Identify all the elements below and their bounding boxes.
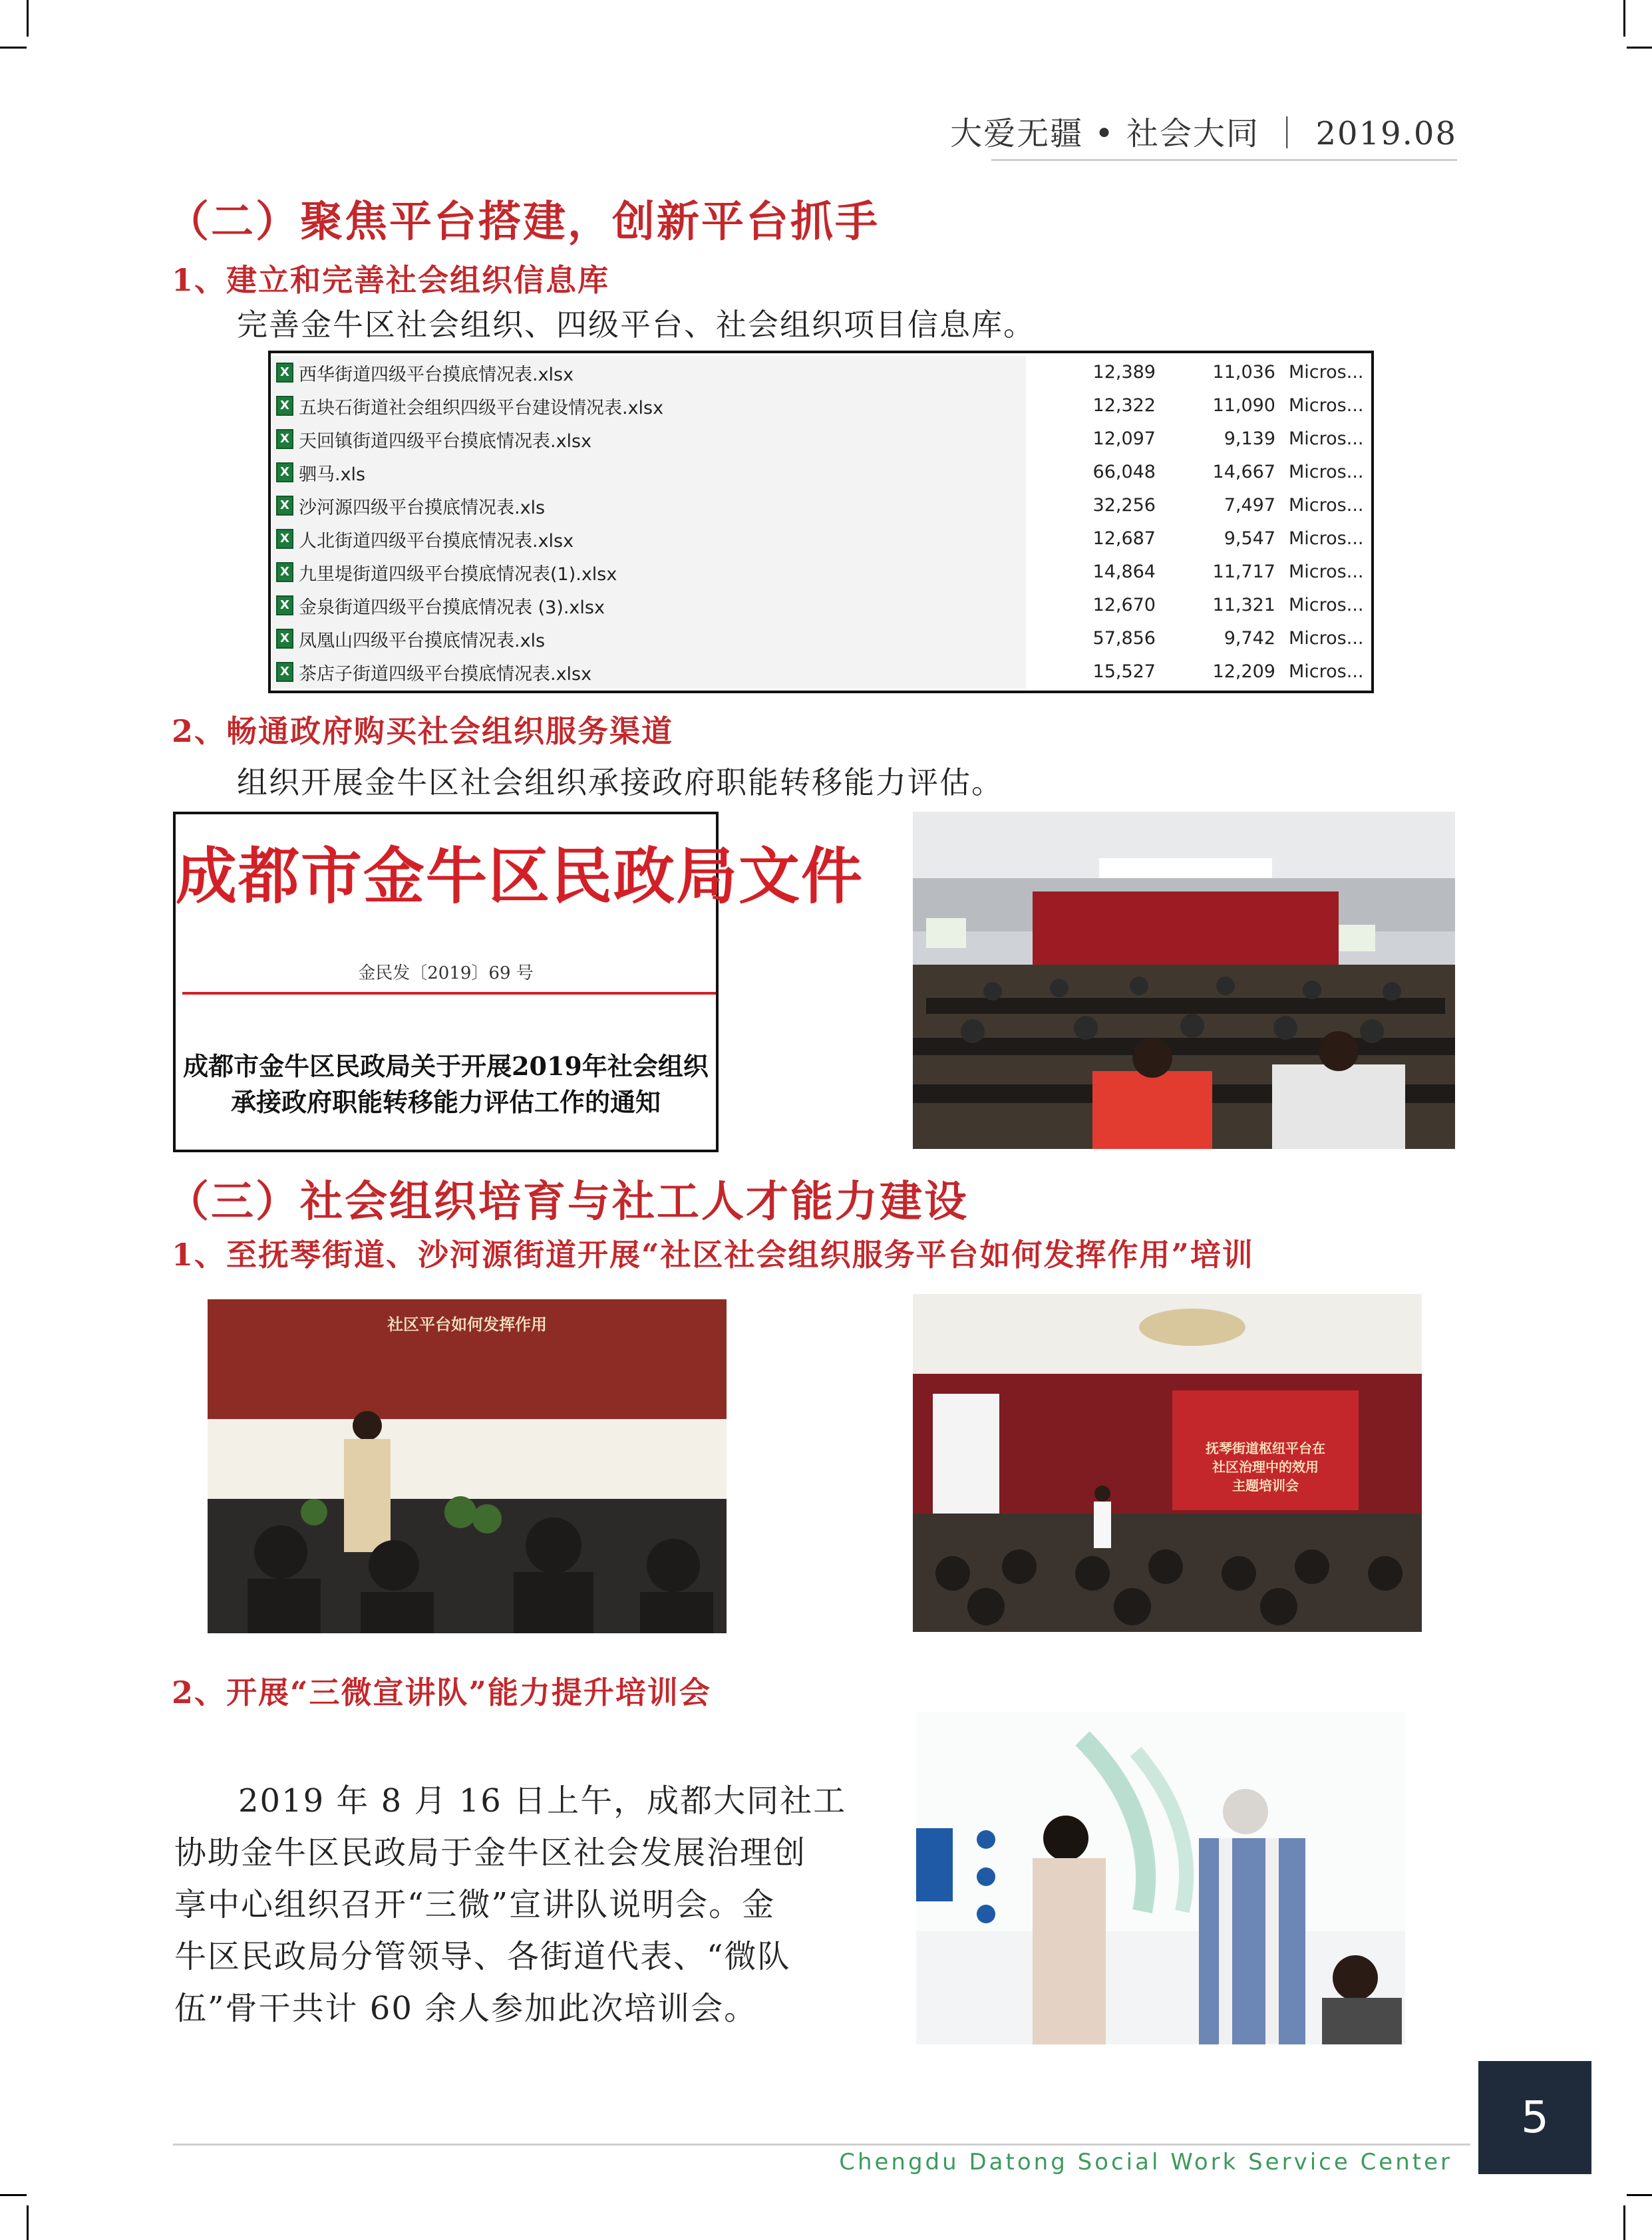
- projection-line: 主题培训会: [1232, 1478, 1299, 1494]
- crop-mark: [1623, 2205, 1625, 2240]
- excel-icon: X: [276, 429, 293, 449]
- meeting-hall-photo: [913, 812, 1455, 1149]
- subsection-title: 2、开展“三微宣讲队”能力提升培训会: [172, 1675, 711, 1710]
- document-title: 成都市金牛区民政局文件: [176, 840, 864, 912]
- document-red-rule: [182, 992, 716, 995]
- file-type: Micros...: [1289, 428, 1364, 449]
- file-type: Micros...: [1289, 628, 1364, 649]
- file-row: [271, 389, 1371, 422]
- header-text: 大爱无疆 • 社会大同 ｜ 2019.08: [950, 115, 1457, 152]
- file-size: 12,670: [1092, 595, 1156, 615]
- file-size-compressed: 7,497: [1224, 495, 1275, 516]
- file-size: 12,097: [1092, 428, 1156, 449]
- file-size: 32,256: [1092, 495, 1156, 516]
- projection-text: 社区平台如何发挥作用: [387, 1315, 547, 1334]
- file-size-compressed: 14,667: [1212, 462, 1275, 482]
- file-type: Micros...: [1289, 495, 1364, 516]
- file-size: 15,527: [1092, 661, 1156, 682]
- paragraph-line: 牛区民政局分管领导、各街道代表、“微队: [174, 1938, 791, 1975]
- crop-mark: [1623, 0, 1625, 37]
- running-header: [950, 108, 1457, 161]
- crop-mark: [1627, 2194, 1652, 2196]
- file-size-compressed: 11,321: [1212, 595, 1275, 615]
- crop-mark: [27, 2205, 29, 2240]
- file-type: Micros...: [1289, 395, 1364, 416]
- section-title: （二）聚焦平台搭建，创新平台抓手: [166, 197, 880, 247]
- excel-icon: X: [276, 629, 293, 649]
- meeting-hall-illustration: [913, 812, 1455, 1149]
- file-type: Micros...: [1289, 561, 1364, 582]
- body-text: 组织开展金牛区社会组织承接政府职能转移能力评估。: [237, 764, 1003, 800]
- paragraph-line: 伍”骨干共计 60 余人参加此次培训会。: [174, 1990, 758, 2027]
- file-name: 茶店子街道四级平台摸底情况表.xlsx: [299, 663, 592, 685]
- file-row: [271, 655, 1371, 689]
- crop-mark: [27, 0, 29, 37]
- file-name: 凤凰山四级平台摸底情况表.xls: [299, 630, 546, 651]
- footer-organization: Chengdu Datong Social Work Service Center: [839, 2149, 1452, 2175]
- presentation-illustration: [916, 1712, 1405, 2044]
- excel-icon: X: [276, 462, 293, 482]
- subsection-title: 1、建立和完善社会组织信息库: [172, 262, 610, 298]
- file-type: Micros...: [1289, 362, 1364, 383]
- projection-text: [1172, 1439, 1359, 1495]
- paragraph-line: 协助金牛区民政局于金牛区社会发展治理创: [174, 1834, 807, 1871]
- excel-icon: X: [276, 363, 293, 383]
- file-name: 金泉街道四级平台摸底情况表 (3).xlsx: [299, 597, 605, 618]
- training-photo-right: [913, 1294, 1422, 1632]
- page-number: 5: [1478, 2061, 1591, 2174]
- file-size: 57,856: [1092, 628, 1156, 649]
- file-name: 五块石街道社会组织四级平台建设情况表.xlsx: [299, 397, 664, 418]
- footer-rule: [173, 2144, 1470, 2146]
- file-list-screenshot: [268, 351, 1374, 693]
- document-heading: 成都市金牛区民政局关于开展2019年社会组织: [183, 1051, 709, 1081]
- file-size: 12,389: [1092, 362, 1156, 383]
- file-row: [271, 522, 1371, 556]
- excel-icon: X: [276, 662, 293, 682]
- file-row: [271, 622, 1371, 655]
- excel-icon: X: [276, 562, 293, 582]
- file-size: 12,322: [1092, 395, 1156, 416]
- training-photo-left: [208, 1299, 727, 1633]
- projection-line: 抚琴街道枢纽平台在: [1206, 1440, 1325, 1456]
- file-size-compressed: 12,209: [1212, 661, 1275, 682]
- file-type: Micros...: [1289, 528, 1364, 549]
- file-row: [271, 489, 1371, 522]
- projection-line: 社区治理中的效用: [1212, 1459, 1319, 1475]
- file-size: 12,687: [1092, 528, 1156, 549]
- excel-icon: X: [276, 595, 293, 615]
- file-size-compressed: 11,090: [1212, 395, 1275, 416]
- body-text: 完善金牛区社会组织、四级平台、社会组织项目信息库。: [237, 307, 1035, 343]
- section-title: （三）社会组织培育与社工人才能力建设: [166, 1177, 969, 1227]
- excel-icon: X: [276, 529, 293, 549]
- crop-mark: [1627, 47, 1652, 49]
- file-type: Micros...: [1289, 661, 1364, 682]
- paragraph-line: 2019 年 8 月 16 日上午，成都大同社工: [238, 1782, 847, 1820]
- file-row: [271, 589, 1371, 622]
- file-name: 人北街道四级平台摸底情况表.xlsx: [299, 530, 574, 552]
- subsection-title: 1、至抚琴街道、沙河源街道开展“社区社会组织服务平台如何发挥作用”培训: [172, 1237, 1254, 1273]
- file-name: 沙河源四级平台摸底情况表.xls: [299, 497, 546, 518]
- body-paragraph: [174, 1775, 847, 2034]
- file-size-compressed: 9,547: [1224, 528, 1275, 549]
- document-number: 金民发〔2019〕69 号: [358, 963, 534, 983]
- file-name: 西华街道四级平台摸底情况表.xlsx: [299, 364, 574, 385]
- training-room-illustration: [208, 1299, 727, 1633]
- excel-icon: X: [276, 396, 293, 416]
- file-name: 天回镇街道四级平台摸底情况表.xlsx: [299, 430, 592, 452]
- file-type: Micros...: [1289, 595, 1364, 615]
- excel-icon: X: [276, 496, 293, 516]
- file-row: [271, 422, 1371, 456]
- crop-mark: [0, 2194, 27, 2196]
- presentation-photo: [916, 1712, 1405, 2044]
- file-size-compressed: 9,139: [1224, 428, 1275, 449]
- government-document: [173, 812, 864, 1152]
- file-type: Micros...: [1289, 462, 1364, 482]
- header-rule: [991, 159, 1457, 161]
- file-size: 66,048: [1092, 462, 1156, 482]
- file-name: 驷马.xls: [299, 464, 366, 485]
- file-size-compressed: 11,036: [1212, 362, 1275, 383]
- file-size: 14,864: [1092, 561, 1156, 582]
- paragraph-line: 享中心组织召开“三微”宣讲队说明会。金: [174, 1886, 776, 1923]
- file-row: [271, 556, 1371, 589]
- file-size-compressed: 9,742: [1224, 628, 1275, 649]
- file-name: 九里堤街道四级平台摸底情况表(1).xlsx: [299, 563, 617, 585]
- crop-mark: [0, 47, 27, 49]
- file-row: [271, 456, 1371, 489]
- document-heading: 承接政府职能转移能力评估工作的通知: [230, 1087, 661, 1117]
- file-row: [271, 356, 1371, 389]
- file-size-compressed: 11,717: [1212, 561, 1275, 582]
- subsection-title: 2、畅通政府购买社会组织服务渠道: [172, 713, 674, 749]
